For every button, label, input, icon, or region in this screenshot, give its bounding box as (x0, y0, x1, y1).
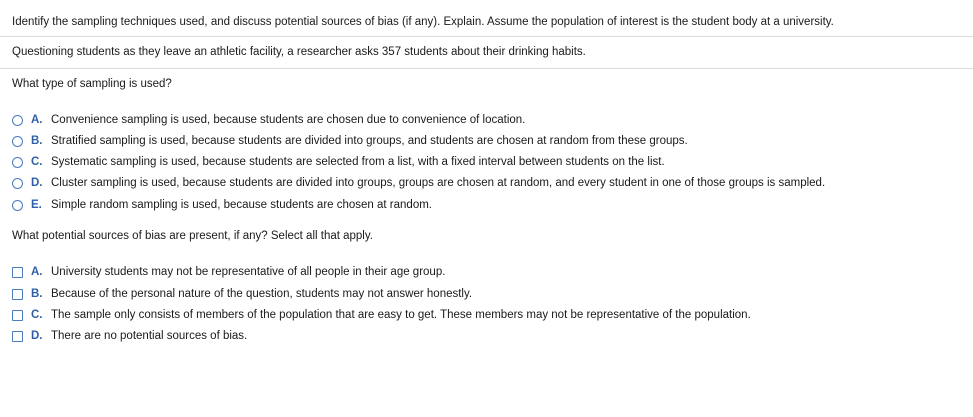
option-letter: D. (31, 330, 43, 342)
bias-option-b[interactable] (12, 286, 472, 302)
option-letter: A. (31, 266, 43, 278)
scenario-text: Questioning students as they leave an athletic facility, a researcher asks 357 students about their drinking habits. (12, 46, 586, 58)
checkbox[interactable] (12, 289, 23, 300)
sampling-option-c[interactable] (12, 154, 665, 170)
option-letter: A. (31, 114, 43, 126)
option-text: The sample only consists of members of the population that are easy to get. These members may not be representative of the population. (51, 309, 751, 321)
sampling-option-d[interactable] (12, 175, 825, 191)
option-text: Systematic sampling is used, because students are selected from a list, with a fixed interval between students on the list. (51, 156, 665, 168)
divider-top (0, 36, 973, 37)
divider-middle (0, 68, 973, 69)
radio-button[interactable] (12, 136, 23, 147)
option-text: University students may not be representative of all people in their age group. (51, 266, 446, 278)
option-text: Simple random sampling is used, because students are chosen at random. (51, 199, 432, 211)
option-letter: B. (31, 135, 43, 147)
checkbox[interactable] (12, 331, 23, 342)
sampling-option-e[interactable] (12, 197, 432, 213)
option-text: Stratified sampling is used, because students are divided into groups, and students are chosen at random from these groups. (51, 135, 688, 147)
bias-option-c[interactable] (12, 307, 751, 323)
option-letter: E. (31, 199, 42, 211)
checkbox[interactable] (12, 310, 23, 321)
bias-option-d[interactable] (12, 328, 247, 344)
checkbox[interactable] (12, 267, 23, 278)
option-text: Because of the personal nature of the question, students may not answer honestly. (51, 288, 473, 300)
option-letter: D. (31, 177, 43, 189)
option-text: There are no potential sources of bias. (51, 330, 248, 342)
bias-option-a[interactable] (12, 264, 445, 280)
option-letter: C. (31, 156, 43, 168)
question1-prompt: What type of sampling is used? (12, 78, 172, 90)
sampling-option-b[interactable] (12, 133, 688, 149)
option-letter: C. (31, 309, 43, 321)
instructions-text: Identify the sampling techniques used, and discuss potential sources of bias (if any). Explain. Assume the population of interest is the student body at a university. (12, 16, 834, 28)
radio-button[interactable] (12, 178, 23, 189)
radio-button[interactable] (12, 157, 23, 168)
option-text: Cluster sampling is used, because students are divided into groups, groups are chosen at random, and every student in one of those groups is sampled. (51, 177, 826, 189)
sampling-option-a[interactable] (12, 112, 525, 128)
radio-button[interactable] (12, 200, 23, 211)
option-letter: B. (31, 288, 43, 300)
radio-button[interactable] (12, 115, 23, 126)
question2-prompt: What potential sources of bias are present, if any? Select all that apply. (12, 230, 373, 242)
option-text: Convenience sampling is used, because students are chosen due to convenience of location. (51, 114, 526, 126)
